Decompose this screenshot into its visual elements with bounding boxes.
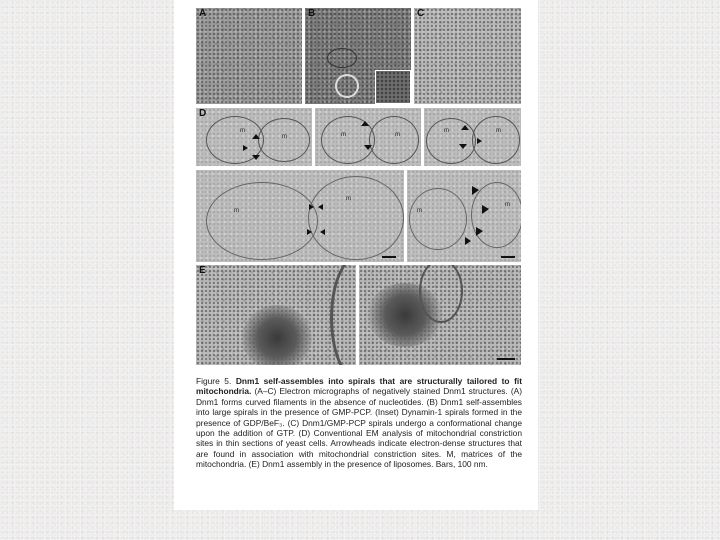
panel-label-b: B	[308, 8, 316, 19]
panel-label-c: C	[417, 8, 425, 19]
matrix-label: m	[444, 128, 449, 134]
matrix-label: m	[346, 196, 351, 202]
caption-title: Dnm1 self-assembles into spirals that are structurally tailored to fit mitochondria.	[196, 376, 522, 397]
caption-figure-number: Figure 5.	[196, 376, 232, 386]
caption-body: (A–C) Electron micrographs of negatively stained Dnm1 structures. (A) Dnm1 forms curved filaments in the absence of nucleotides. (B) Dnm1 self-assembles into large spirals in the presence of GMP-PCP. (Inset) Dynamin-1 spirals formed in the presence of GDP/BeF₃. (C) Dnm1/GMP-PCP spirals undergo a conformational change upon the addition of GTP. (D) Conventional EM analysis of mitochondrial constriction sites in thin sections of yeast cells. Arrowheads indicate electron-dense structures that are found in association with mitochondrial constriction sites. M, matrices of the mitochondria. (E) Dnm1 assembly in the presence of liposomes. Bars, 100 nm.	[196, 386, 522, 470]
matrix-label: m	[395, 132, 400, 138]
figure-caption	[196, 376, 522, 470]
panel-label-e: E	[199, 265, 206, 276]
matrix-label: m	[505, 202, 510, 208]
matrix-label: m	[282, 134, 287, 140]
panel-label-a: A	[199, 8, 207, 19]
matrix-label: m	[341, 132, 346, 138]
matrix-label: m	[417, 208, 422, 214]
matrix-label: m	[234, 208, 239, 214]
matrix-label: m	[496, 128, 501, 134]
panel-label-d: D	[199, 108, 207, 119]
matrix-label: m	[240, 128, 245, 134]
